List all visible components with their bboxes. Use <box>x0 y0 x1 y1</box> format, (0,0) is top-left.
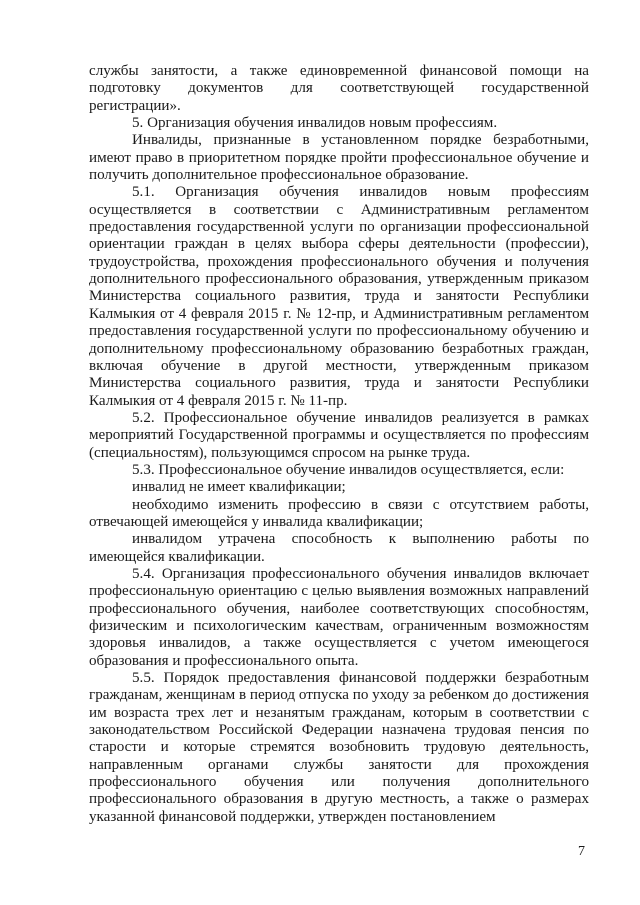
paragraph-5-1: 5.1. Организация обучения инвалидов новым профессиям осуществляется в соответствии с Административным регламентом предоставления государственной услуги по организации профессиональной ориентации граждан в целях выбора сферы деятельности (профессии), трудоустройства, прохождения профессионального обучения и получения дополнительного профессионального образования, утвержденным приказом Министерства социального развития, труда и занятости Республики Калмыкия от 4 февраля 2015 г. № 12-пр, и Административным регламентом предоставления государственной услуги по профессиональному обучению и дополнительному профессиональному образованию безработных граждан, включая обучение в другой местности, утвержденным приказом Министерства социального развития, труда и занятости Республики Калмыкия от 4 февраля 2015 г. № 11-пр. <box>89 184 589 409</box>
document-body <box>89 63 589 826</box>
list-item-change-profession: необходимо изменить профессию в связи с отсутствием работы, отвечающей имеющейся у инвалида квалификации; <box>89 496 589 530</box>
paragraph-5-5: 5.5. Порядок предоставления финансовой поддержки безработным гражданам, женщинам в период отпуска по уходу за ребенком до достижения им возраста трех лет и незанятым гражданам, которым в соответствии с законодательством Российской Федерации назначена трудовая пенсия по старости и которые стремятся возобновить трудовую деятельность, направленным органами службы занятости для прохождения профессионального обучения или получения дополнительного профессионального образования в другую местность, а также о размерах указанной финансовой поддержки, утвержден постановлением <box>89 670 589 825</box>
page-number: 7 <box>578 844 585 859</box>
paragraph-5-3: 5.3. Профессиональное обучение инвалидов осуществляется, если: <box>132 461 565 478</box>
paragraph-5-4: 5.4. Организация профессионального обучения инвалидов включает профессиональную ориентацию с целью выявления возможных направлений профессионального обучения, наиболее соответствующих способностям, физическим и психологическим качествам, ограниченным возможностям здоровья инвалидов, а также осуществляется с учетом имеющегося образования и профессионального опыта. <box>89 565 589 669</box>
section-heading-5: 5. Организация обучения инвалидов новым профессиям. <box>132 115 498 132</box>
list-item-no-qualification: инвалид не имеет квалификации; <box>132 479 346 496</box>
paragraph-continuation: службы занятости, а также единовременной финансовой помощи на подготовку документов для соответствующей государственной регистрации». <box>89 63 589 114</box>
paragraph-intro: Инвалиды, признанные в установленном порядке безработными, имеют право в приоритетном порядке пройти профессиональное обучение и получить дополнительное профессиональное образование. <box>89 132 589 184</box>
paragraph-5-2: 5.2. Профессиональное обучение инвалидов реализуется в рамках мероприятий Государственной программы и осуществляется по профессиям (специальностям), пользующимся спросом на рынке труда. <box>89 409 589 461</box>
list-item-lost-ability: инвалидом утрачена способность к выполнению работы по имеющейся квалификации. <box>89 531 589 565</box>
